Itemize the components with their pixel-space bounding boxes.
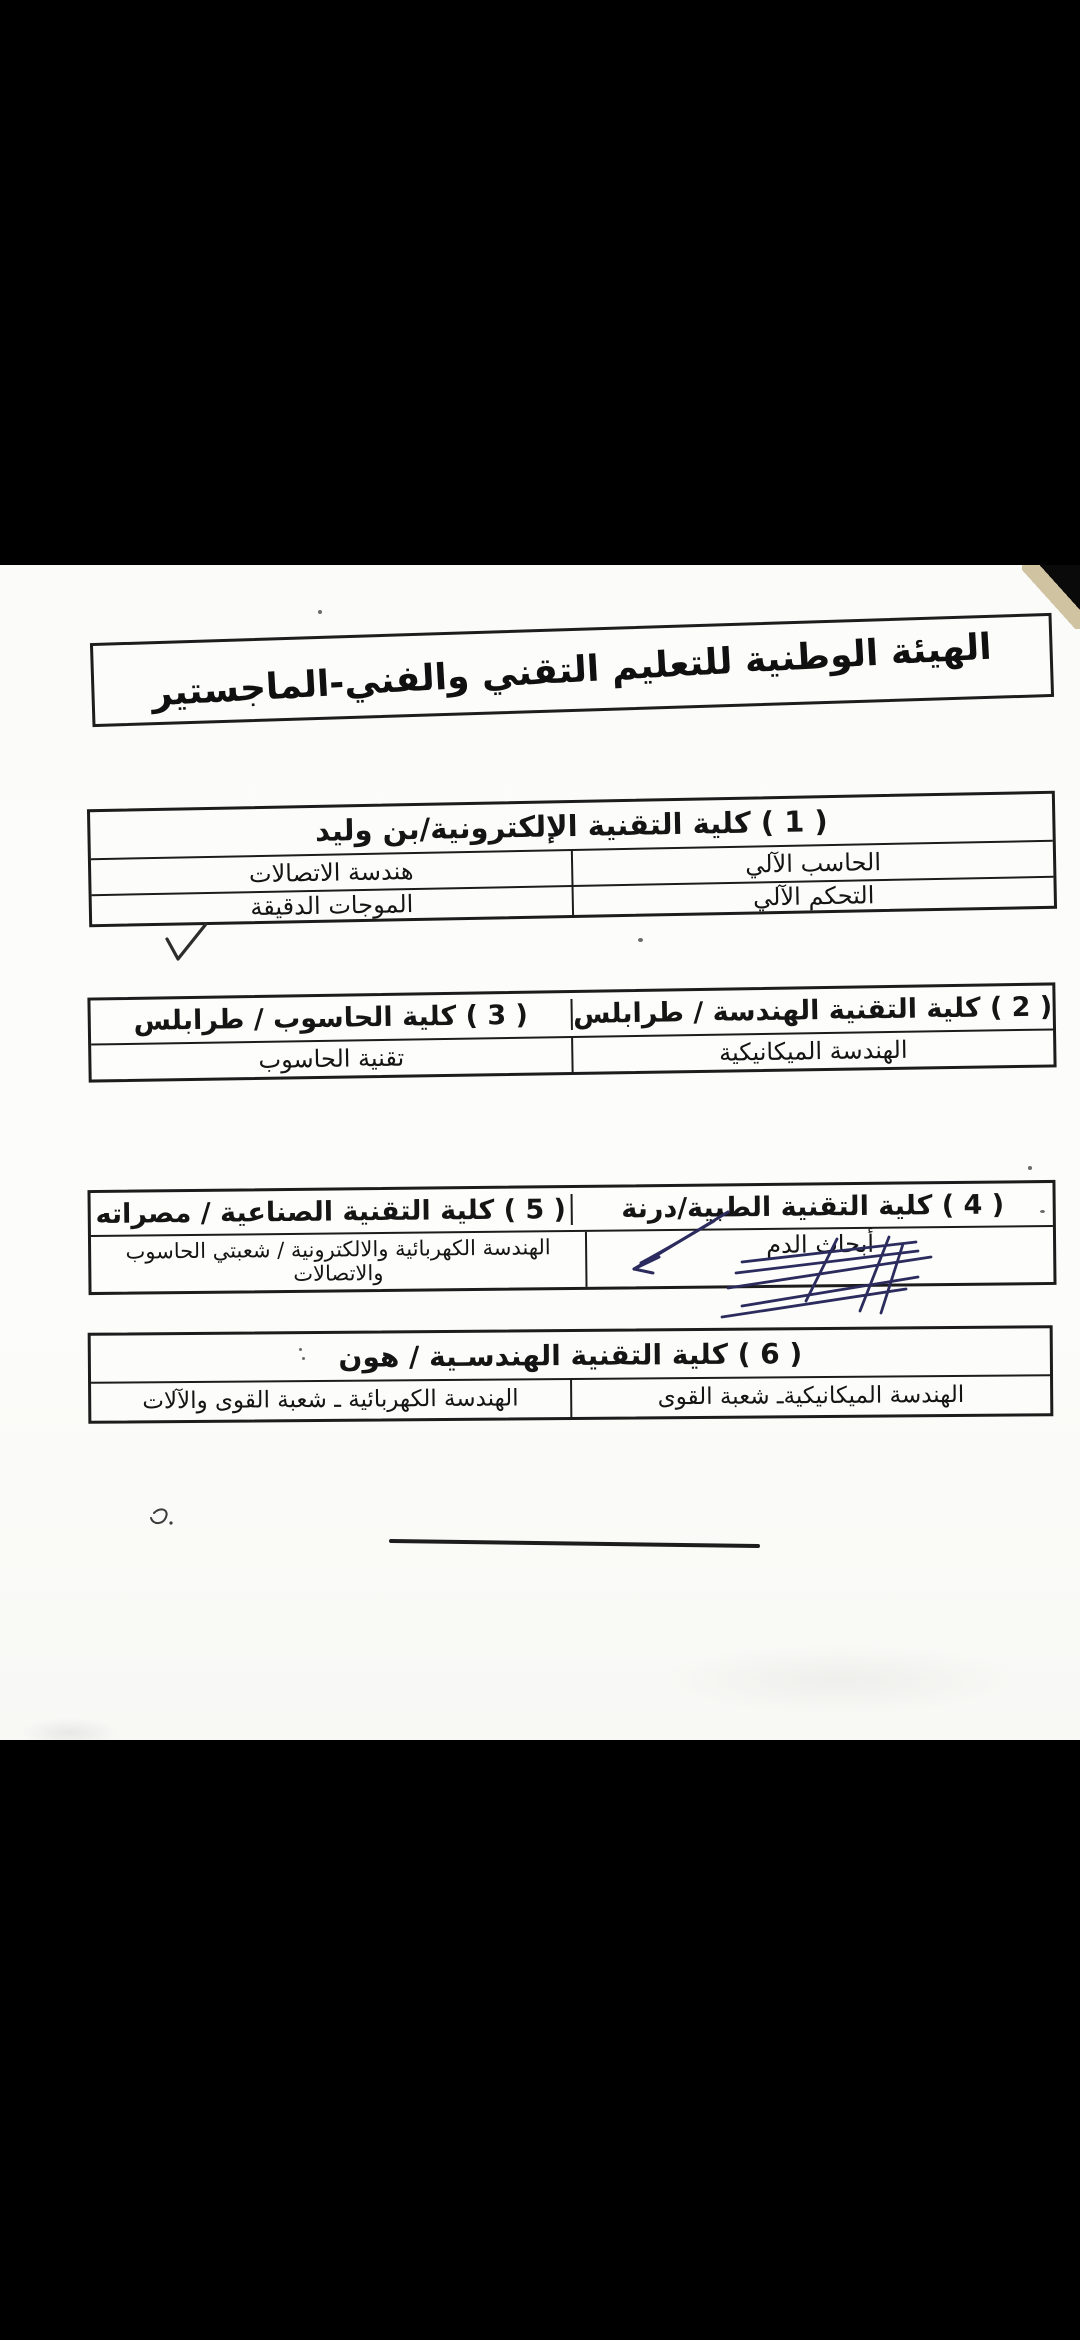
scan-speck	[1028, 1166, 1032, 1170]
table-6-header: ( 6 ) كلية التقنية الهندسـية / هون	[91, 1328, 1050, 1384]
bottom-black-bar	[0, 1740, 1080, 2340]
pen-arrow-icon	[634, 1212, 728, 1273]
scan-speck	[638, 938, 643, 942]
table-3-header: ( 3 ) كلية الحاسوب / طرابلس	[133, 999, 529, 1037]
small-squiggle-icon	[151, 1509, 173, 1524]
table-1-row2-right: التحكم الآلي	[572, 878, 1054, 915]
table-5-cell: الهندسة الكهربائية والالكترونية / شعبتي الحاسوب والاتصالات	[125, 1235, 551, 1286]
table-3-cell: تقنية الحاسوب	[258, 1043, 405, 1074]
top-black-bar	[0, 0, 1080, 565]
table-2-header: ( 2 ) كلية التقنية الهندسة / طرابلس	[570, 991, 1052, 1030]
document-title: الهيئة الوطنية للتعليم التقني والفني-الماجستير	[150, 626, 994, 714]
scan-speck	[299, 1348, 302, 1351]
pen-scribble-icon	[722, 1237, 931, 1317]
underline-stroke	[391, 1541, 758, 1546]
scan-speck	[318, 610, 322, 614]
table-1-row1-right: الحاسب الآلي	[571, 842, 1054, 885]
table-6-cell-right: الهندسة الميكانيكيةـ شعبة القوى	[570, 1376, 1051, 1417]
scan-speck	[302, 1357, 305, 1360]
table-4-cell: أبحاث الدم	[585, 1227, 1054, 1287]
table-6-cell-left: الهندسة الكهربائية ـ شعبة القوى والآلات	[142, 1385, 519, 1414]
document-page	[0, 565, 1080, 1740]
scan-speck	[1040, 1210, 1045, 1213]
table-5-header: ( 5 ) كلية التقنية الصناعية / مصراته	[95, 1193, 567, 1230]
checkmark-icon	[167, 924, 206, 959]
handwritten-marks-layer	[0, 565, 1080, 1740]
table-1-header: ( 1 ) كلية التقنية الإلكترونية/بن وليد	[90, 794, 1053, 860]
table-1-row1-left: هندسة الاتصالات	[248, 856, 414, 888]
table-4-header: ( 4 ) كلية التقنية الطبية/درنة	[571, 1188, 1053, 1224]
table-1-row2-left: الموجات الدقيقة	[250, 889, 414, 921]
table-2-cell: الهندسة الميكانيكية	[571, 1030, 1053, 1072]
